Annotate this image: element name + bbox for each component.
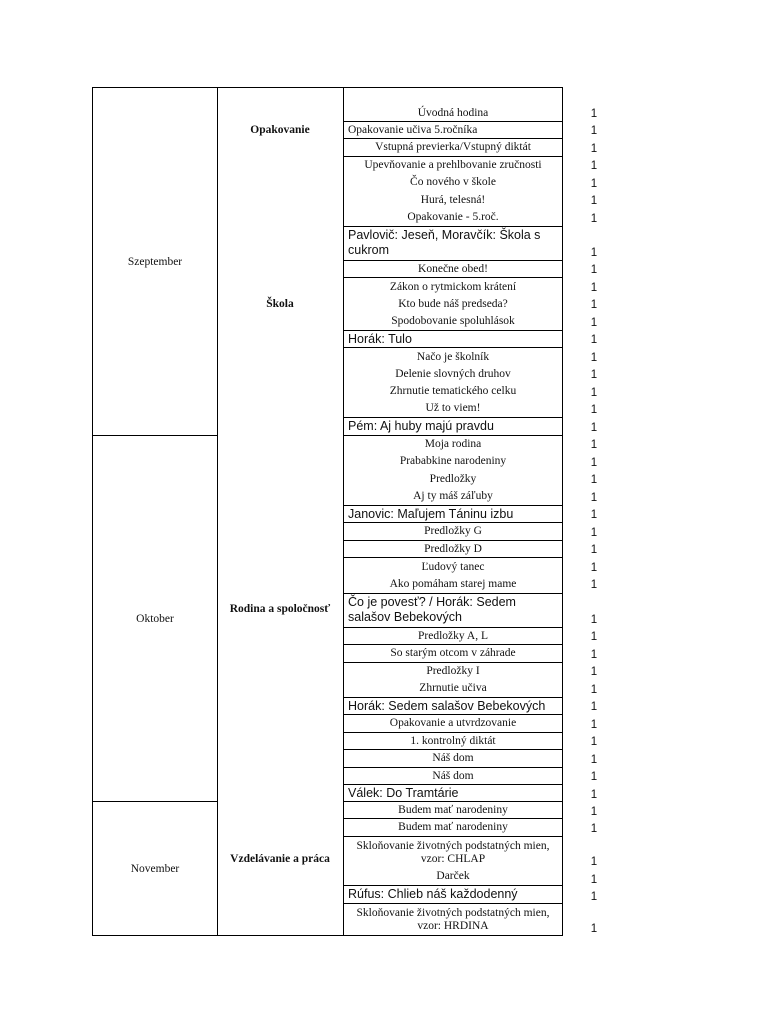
hours-value: 1 bbox=[590, 754, 598, 766]
topic-column bbox=[217, 87, 344, 936]
lesson-row: 1. kontrolný diktát bbox=[343, 732, 563, 750]
lesson-row: Skloňovanie životných podstatných mien, vzor: HRDINA bbox=[343, 903, 563, 936]
hours-value: 1 bbox=[590, 823, 598, 835]
lesson-row: Opakovanie a utvrdzovanie bbox=[343, 714, 563, 733]
hours-value: 1 bbox=[590, 771, 598, 783]
hours-value: 1 bbox=[590, 108, 598, 120]
lesson-row: Opakovanie učiva 5.ročníka bbox=[343, 121, 563, 139]
hours-value: 1 bbox=[590, 334, 598, 346]
hours-value: 1 bbox=[590, 299, 598, 311]
hours-value: 1 bbox=[590, 369, 598, 381]
lesson-row: Čo nového v škole bbox=[343, 173, 563, 192]
lesson-row: Aj ty máš záľuby bbox=[343, 487, 563, 506]
lesson-row: Úvodná hodina bbox=[343, 87, 563, 122]
lesson-row: Hurá, telesná! bbox=[343, 191, 563, 209]
hours-value: 1 bbox=[590, 684, 598, 696]
lesson-row: Náš dom bbox=[343, 749, 563, 768]
hours-value: 1 bbox=[590, 923, 598, 935]
hours-value: 1 bbox=[590, 856, 598, 868]
hours-value: 1 bbox=[590, 891, 598, 903]
lesson-row: Už to viem! bbox=[343, 400, 563, 418]
hours-value: 1 bbox=[590, 719, 598, 731]
lesson-row: Skloňovanie životných podstatných mien, vzor: CHLAP bbox=[343, 836, 563, 869]
hours-value: 1 bbox=[590, 649, 598, 661]
lesson-row: Upevňovanie a prehlbovanie zručnosti bbox=[343, 156, 563, 174]
hours-value: 1 bbox=[590, 701, 598, 713]
lesson-row: Vstupná previerka/Vstupný diktát bbox=[343, 138, 563, 157]
lesson-row: Válek: Do Tramtárie bbox=[343, 784, 563, 802]
lesson-row: Predložky A, L bbox=[343, 627, 563, 645]
hours-value: 1 bbox=[590, 806, 598, 818]
lesson-row: Budem mať narodeniny bbox=[343, 818, 563, 837]
lesson-row: Náš dom bbox=[343, 767, 563, 785]
hours-value: 1 bbox=[590, 492, 598, 504]
topic-label: Rodina a spoločnosť bbox=[229, 603, 331, 615]
month-cell-november bbox=[92, 801, 218, 936]
hours-value: 1 bbox=[590, 317, 598, 329]
month-cell-october bbox=[92, 435, 218, 802]
topic-label: Opakovanie bbox=[250, 124, 310, 136]
hours-value: 1 bbox=[590, 213, 598, 225]
hours-value: 1 bbox=[590, 736, 598, 748]
month-label: Oktober bbox=[136, 612, 174, 625]
lesson-row: Janovic: Maľujem Táninu izbu bbox=[343, 505, 563, 523]
hours-value: 1 bbox=[590, 874, 598, 886]
hours-value: 1 bbox=[590, 143, 598, 155]
hours-value: 1 bbox=[590, 509, 598, 521]
hours-value: 1 bbox=[590, 352, 598, 364]
hours-value: 1 bbox=[590, 160, 598, 172]
topic-label: Škola bbox=[266, 298, 294, 310]
hours-value: 1 bbox=[590, 474, 598, 486]
hours-value: 1 bbox=[590, 195, 598, 207]
hours-value: 1 bbox=[590, 562, 598, 574]
hours-value: 1 bbox=[590, 631, 598, 643]
lesson-row: Predložky D bbox=[343, 540, 563, 558]
hours-value: 1 bbox=[590, 282, 598, 294]
lesson-row: Pém: Aj huby majú pravdu bbox=[343, 417, 563, 436]
lesson-row: Rúfus: Chlieb náš každodenný bbox=[343, 885, 563, 904]
hours-value: 1 bbox=[590, 422, 598, 434]
lesson-row: Horák: Sedem salašov Bebekových bbox=[343, 697, 563, 715]
hours-value: 1 bbox=[590, 789, 598, 801]
lesson-row: Ľudový tanec bbox=[343, 557, 563, 576]
lesson-row: Zhrnutie tematického celku bbox=[343, 382, 563, 401]
hours-value: 1 bbox=[590, 178, 598, 190]
lesson-row: Zákon o rytmickom krátení bbox=[343, 277, 563, 296]
lesson-row: Prababkine narodeniny bbox=[343, 452, 563, 471]
lesson-row: Načo je školník bbox=[343, 347, 563, 366]
lesson-row: Opakovanie - 5.roč. bbox=[343, 208, 563, 227]
hours-value: 1 bbox=[590, 404, 598, 416]
lesson-row: Predložky bbox=[343, 470, 563, 488]
month-label: Szeptember bbox=[127, 255, 183, 268]
hours-value: 1 bbox=[590, 387, 598, 399]
lesson-row: Moja rodina bbox=[343, 435, 563, 453]
topic-label: Vzdelávanie a práca bbox=[230, 853, 330, 865]
lesson-row: Konečne obed! bbox=[343, 260, 563, 278]
lesson-row: Predložky I bbox=[343, 662, 563, 680]
hours-value: 1 bbox=[590, 457, 598, 469]
hours-value: 1 bbox=[590, 544, 598, 556]
lesson-row: Darček bbox=[343, 868, 563, 886]
lesson-row: Čo je povesť? / Horák: Sedem salašov Bebekových bbox=[343, 593, 563, 628]
lesson-row: Kto bude náš predseda? bbox=[343, 295, 563, 313]
hours-value: 1 bbox=[590, 439, 598, 451]
month-cell-september bbox=[92, 87, 218, 436]
hours-value: 1 bbox=[590, 579, 598, 591]
lesson-row: So starým otcom v záhrade bbox=[343, 644, 563, 663]
lesson-row: Delenie slovných druhov bbox=[343, 365, 563, 383]
hours-value: 1 bbox=[590, 614, 598, 626]
hours-value: 1 bbox=[590, 264, 598, 276]
hours-value: 1 bbox=[590, 527, 598, 539]
lesson-row: Predložky G bbox=[343, 522, 563, 541]
lesson-row: Pavlovič: Jeseň, Moravčík: Škola s cukrom bbox=[343, 226, 563, 261]
hours-value: 1 bbox=[590, 125, 598, 137]
lesson-row: Budem mať narodeniny bbox=[343, 801, 563, 819]
lesson-row: Horák: Tulo bbox=[343, 330, 563, 348]
lesson-row: Ako pomáham starej mame bbox=[343, 575, 563, 594]
lesson-row: Zhrnutie učiva bbox=[343, 679, 563, 698]
hours-value: 1 bbox=[590, 247, 598, 259]
month-label: November bbox=[130, 862, 180, 875]
hours-value: 1 bbox=[590, 666, 598, 678]
lesson-row: Spodobovanie spoluhlások bbox=[343, 312, 563, 331]
